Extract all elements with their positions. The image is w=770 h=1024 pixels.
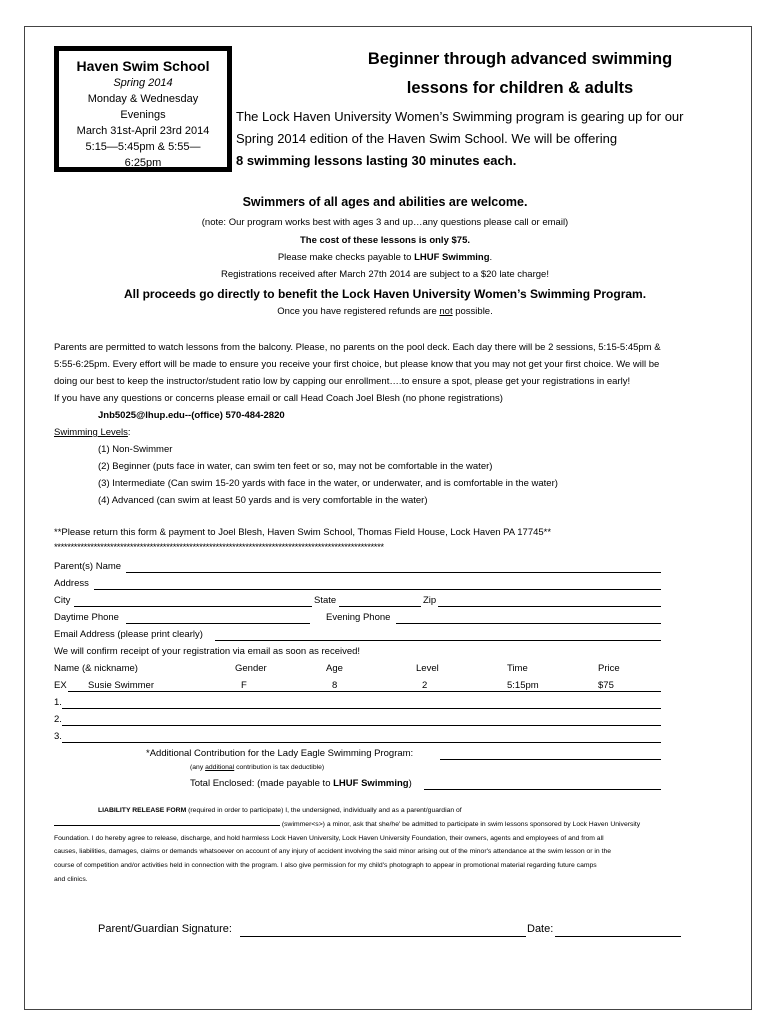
example-prefix: EX bbox=[54, 680, 67, 691]
col-gender: Gender bbox=[235, 663, 267, 674]
total-enclosed-label: Total Enclosed: (made payable to LHUF Swimming) bbox=[190, 778, 412, 789]
welcome: Swimmers of all ages and abilities are welcome. bbox=[242, 195, 528, 209]
example-level: 2 bbox=[422, 680, 428, 691]
heading-line-1: Beginner through advanced swimming bbox=[367, 50, 673, 68]
late-charge: Registrations received after March 27th 2014 are subject to a $20 late charge! bbox=[221, 269, 549, 280]
tax-deductible-note: (any additional contribution is tax deductible) bbox=[190, 764, 325, 771]
address-label: Address bbox=[54, 578, 89, 589]
swimmer-row-3-field[interactable] bbox=[62, 742, 661, 743]
levels-heading: Swimming Levels: bbox=[54, 427, 131, 438]
parent-name-field[interactable] bbox=[126, 572, 661, 573]
proceeds: All proceeds go directly to benefit the Lock Haven University Women’s Swimming Program. bbox=[123, 287, 647, 301]
signature-label: Parent/Guardian Signature: bbox=[98, 923, 232, 935]
swimmer-row-2-field[interactable] bbox=[62, 725, 661, 726]
times-line-2: 6:25pm bbox=[124, 157, 162, 169]
confirm-note: We will confirm receipt of your registration via email as soon as received! bbox=[54, 646, 361, 657]
state-label: State bbox=[314, 595, 337, 606]
swimmer-row-1-field[interactable] bbox=[62, 708, 661, 709]
signature-field[interactable] bbox=[240, 936, 526, 937]
col-time: Time bbox=[507, 663, 528, 674]
school-info-box bbox=[54, 46, 232, 172]
email-field[interactable] bbox=[215, 640, 661, 641]
zip-field[interactable] bbox=[438, 606, 661, 607]
example-gender: F bbox=[241, 680, 247, 691]
col-price: Price bbox=[598, 663, 620, 674]
parents-line-2: 5:55-6:25pm. Every effort will be made to ensure you receive your first choice, but please know that you may not get your first choice. We will be bbox=[54, 359, 660, 370]
date-field[interactable] bbox=[555, 936, 681, 937]
intro-line-3: 8 swimming lessons lasting 30 minutes each. bbox=[236, 153, 517, 168]
star-divider: **************************************************************************************************** bbox=[54, 542, 384, 553]
swimmer-names-field[interactable] bbox=[54, 818, 280, 826]
col-age: Age bbox=[326, 663, 343, 674]
level-item: (1) Non-Swimmer bbox=[98, 444, 173, 455]
col-level: Level bbox=[416, 663, 439, 674]
daytime-phone-label: Daytime Phone bbox=[54, 612, 119, 623]
example-price: $75 bbox=[598, 680, 614, 691]
swimmer-row-number: 3. bbox=[54, 731, 62, 742]
intro-line-1: The Lock Haven University Women’s Swimming program is gearing up for our bbox=[236, 109, 684, 124]
city-field[interactable] bbox=[74, 606, 312, 607]
example-row-line bbox=[68, 691, 661, 692]
age-note: (note: Our program works best with ages 3 and up…any questions please call or email) bbox=[201, 217, 569, 228]
return-note: **Please return this form & payment to Joel Blesh, Haven Swim School, Thomas Field House, Lock Haven PA 17745** bbox=[54, 527, 552, 538]
example-age: 8 bbox=[332, 680, 338, 691]
level-item: (3) Intermediate (Can swim 15-20 yards with face in the water, or underwater, and is comfortable in the water) bbox=[98, 478, 558, 489]
refunds: Once you have registered refunds are not possible. bbox=[277, 306, 493, 317]
liability-release: LIABILITY RELEASE FORM (required in order to participate) I, the undersigned, individually and as a parent/guardian of (swimmer<s>) a minor, ask that she/he' be admitted to participate in swim lessons sponsored by Lock Haven University Foundation. I do hereby agree to release, discharge, and hold harmless Lock Haven University, Lock Haven University Foundation, their owners, agents and employees of and from all causes, liabilities, damages, claims or demands whatsoever on account of any injury of accident involving the said minor arising out of the minor's attendance at the swim lesson or in the course of competition and/or activities held in connection with the program. I also give permission for my child's photograph to appear in promotional material regarding future camps and clinics. bbox=[54, 807, 641, 883]
evening-phone-label: Evening Phone bbox=[326, 612, 391, 623]
level-item: (2) Beginner (puts face in water, can swim ten feet or so, may not be comfortable in the water) bbox=[98, 461, 493, 472]
zip-label: Zip bbox=[423, 595, 437, 606]
cost: The cost of these lessons is only $75. bbox=[299, 235, 470, 246]
level-item: (4) Advanced (can swim at least 50 yards and is very comfortable in the water) bbox=[98, 495, 428, 506]
col-name: Name (& nickname) bbox=[54, 663, 138, 674]
example-time: 5:15pm bbox=[507, 680, 539, 691]
evening-phone-field[interactable] bbox=[396, 623, 661, 624]
parents-line-3: doing our best to keep the instructor/student ratio low by capping our enrollment….to ensure a spot, please get your registrations in early! bbox=[54, 376, 631, 387]
daytime-phone-field[interactable] bbox=[126, 623, 310, 624]
email-label: Email Address (please print clearly) bbox=[54, 629, 203, 640]
checks-payable: Please make checks payable to LHUF Swimming. bbox=[277, 252, 493, 263]
contact-info: Jnb5025@lhup.edu--(office) 570-484-2820 bbox=[98, 410, 285, 421]
parents-line-4: If you have any questions or concerns please email or call Head Coach Joel Blesh (no phone registrations) bbox=[54, 393, 503, 404]
season: Spring 2014 bbox=[113, 77, 173, 89]
times-line-1: 5:15—5:45pm & 5:55— bbox=[85, 141, 201, 153]
example-name: Susie Swimmer bbox=[88, 680, 154, 691]
state-field[interactable] bbox=[339, 606, 421, 607]
swimmer-row-number: 2. bbox=[54, 714, 62, 725]
contribution-label: *Additional Contribution for the Lady Eagle Swimming Program: bbox=[146, 748, 414, 759]
days: Monday & Wednesday bbox=[87, 93, 199, 105]
city-label: City bbox=[54, 595, 71, 606]
contribution-field[interactable] bbox=[440, 759, 661, 760]
date-label: Date: bbox=[527, 923, 554, 935]
address-field[interactable] bbox=[94, 589, 661, 590]
time-of-day: Evenings bbox=[120, 109, 166, 121]
school-title: Haven Swim School bbox=[76, 58, 210, 74]
intro-line-2: Spring 2014 edition of the Haven Swim School. We will be offering bbox=[236, 131, 618, 146]
swimmer-row-number: 1. bbox=[54, 697, 62, 708]
total-enclosed-field[interactable] bbox=[424, 789, 661, 790]
parents-line-1: Parents are permitted to watch lessons from the balcony. Please, no parents on the pool deck. Each day there will be 2 sessions, 5:15-5:45pm & bbox=[54, 342, 661, 353]
heading-line-2: lessons for children & adults bbox=[406, 79, 634, 97]
dates: March 31st-April 23rd 2014 bbox=[76, 125, 210, 137]
parent-name-label: Parent(s) Name bbox=[54, 561, 122, 572]
